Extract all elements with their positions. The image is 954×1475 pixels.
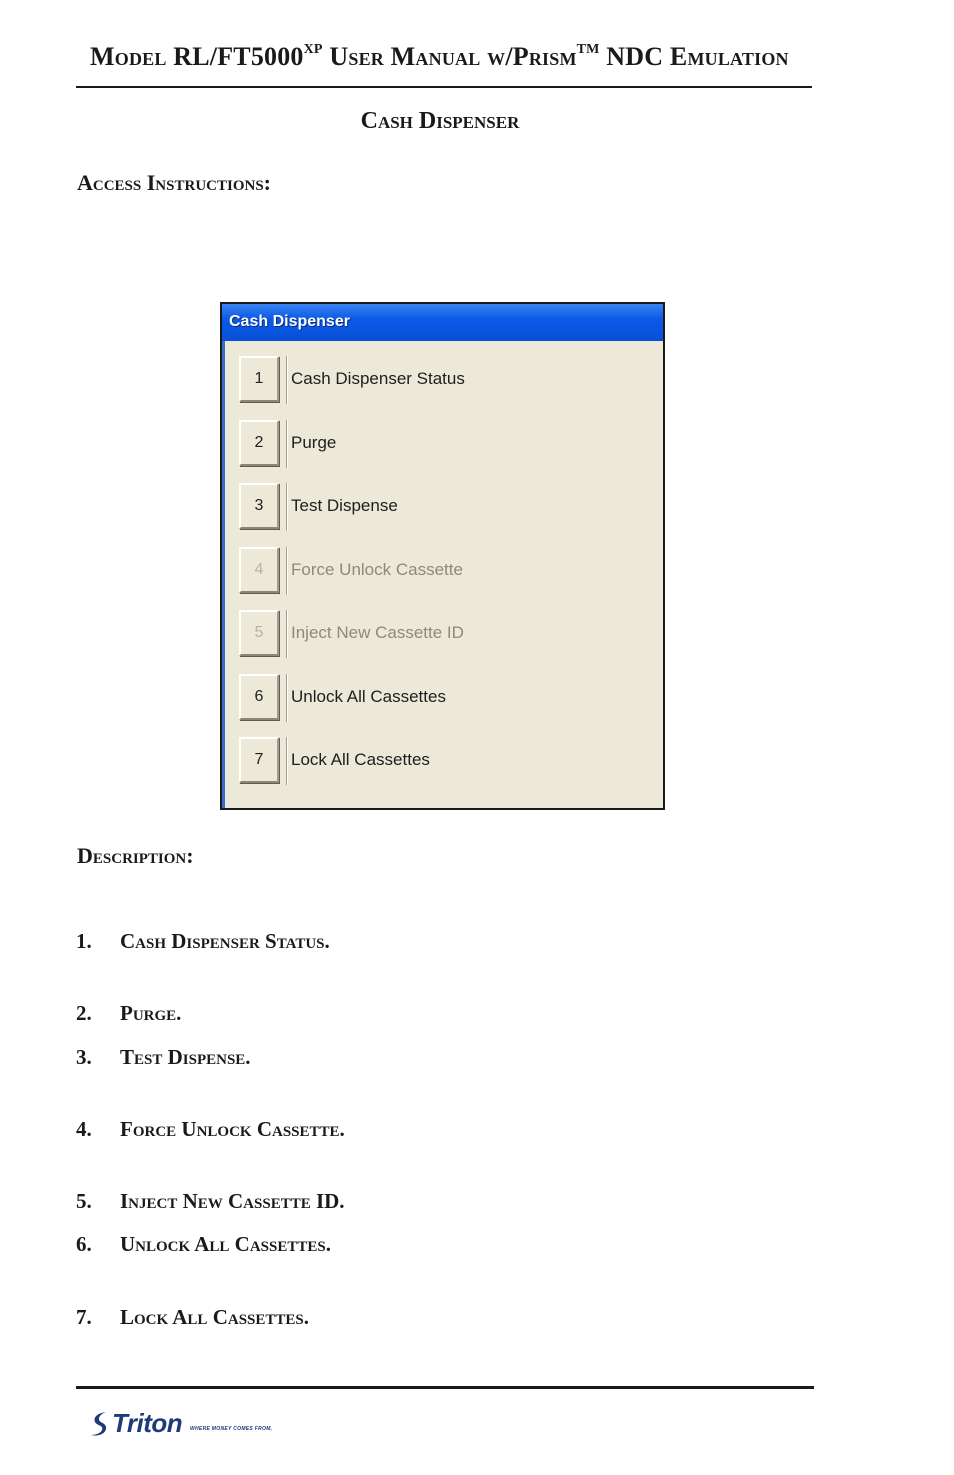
triton-swoosh-icon [90,1410,112,1438]
item-number: 1. [76,929,92,953]
menu-key-5: 5 [239,610,279,656]
item-label: Test Dispense. [120,1045,251,1069]
header-model: Model RL/FT5000 [90,42,304,71]
description-item [76,1189,345,1214]
item-number: 2. [76,1001,92,1025]
description-item [76,1232,331,1257]
menu-label: Test Dispense [291,496,398,515]
header-rule [76,86,812,88]
triton-logo [90,1406,290,1442]
menu-key-2[interactable]: 2 [239,420,279,466]
footer-rule [76,1386,814,1389]
menu-label: Inject New Cassette ID [291,623,464,642]
item-number: 3. [76,1045,92,1069]
logo-wordmark: Triton [112,1408,183,1438]
menu-separator [286,737,288,785]
menu-label: Lock All Cassettes [291,750,430,769]
item-number: 5. [76,1189,92,1213]
menu-key-1[interactable]: 1 [239,356,279,402]
dialog-menu [222,341,663,808]
menu-item-purge[interactable] [236,420,656,470]
menu-label: Purge [291,433,337,452]
description-item [76,929,330,954]
menu-item-test-dispense[interactable] [236,483,656,533]
menu-separator [286,610,288,658]
menu-separator [286,420,288,468]
menu-separator [286,547,288,595]
item-label: Lock All Cassettes. [120,1305,309,1329]
description-item [76,1001,181,1026]
menu-item-unlock-all-cassettes[interactable] [236,674,656,724]
item-label: Purge. [120,1001,182,1025]
page-header [90,42,810,72]
menu-separator [286,356,288,404]
menu-separator [286,483,288,531]
logo-tagline: WHERE MONEY COMES FROM. [190,1426,273,1432]
header-manual: User Manual w/Prism [322,42,577,71]
menu-key-4: 4 [239,547,279,593]
menu-item-inject-new-cassette-id [236,610,656,660]
menu-item-lock-all-cassettes[interactable] [236,737,656,787]
item-number: 6. [76,1232,92,1256]
item-label: Unlock All Cassettes. [120,1232,331,1256]
dialog-title-bar: Cash Dispenser [222,304,663,341]
item-label: Force Unlock Cassette. [120,1117,345,1141]
header-emulation: NDC Emulation [599,42,789,71]
menu-key-7[interactable]: 7 [239,737,279,783]
menu-item-force-unlock-cassette [236,547,656,597]
description-item [76,1117,345,1142]
item-number: 4. [76,1117,92,1141]
menu-label: Cash Dispenser Status [291,369,465,388]
menu-item-cash-dispenser-status[interactable] [236,356,656,406]
item-number: 7. [76,1305,92,1329]
menu-key-3[interactable]: 3 [239,483,279,529]
menu-label: Force Unlock Cassette [291,560,463,579]
menu-key-6[interactable]: 6 [239,674,279,720]
item-label: Inject New Cassette ID. [120,1189,345,1213]
description-item [76,1045,251,1070]
description-heading: Description: [77,843,194,868]
header-tm: TM [576,42,600,57]
cash-dispenser-dialog [220,302,665,810]
access-instructions-heading: Access Instructions: [77,170,271,195]
menu-label: Unlock All Cassettes [291,687,446,706]
header-xp: XP [303,42,323,57]
description-item [76,1305,309,1330]
section-title: Cash Dispenser [360,108,520,134]
item-label: Cash Dispenser Status. [120,929,330,953]
menu-separator [286,674,288,722]
